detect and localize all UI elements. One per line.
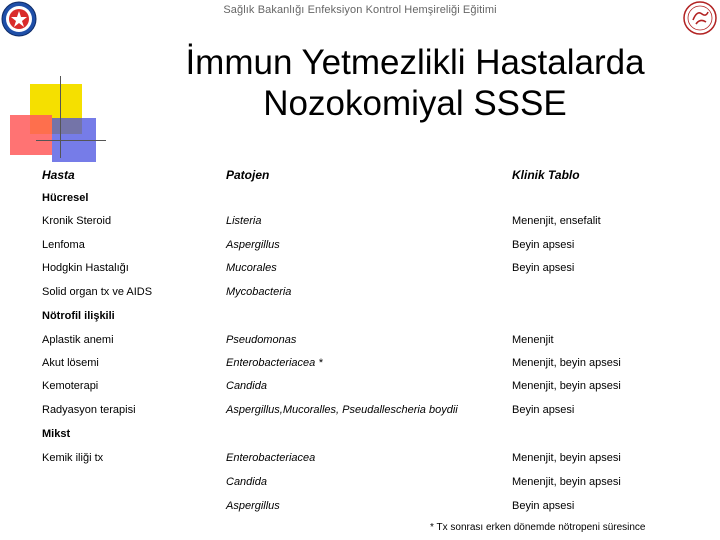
cell-patojen: Pseudomonas bbox=[226, 334, 297, 346]
cell-hasta: Aplastik anemi bbox=[42, 334, 114, 346]
decor-vertical-line bbox=[60, 76, 61, 158]
cell-hasta: Solid organ tx ve AIDS bbox=[42, 286, 153, 298]
cell-patojen: Candida bbox=[226, 380, 267, 392]
cell-hasta: Lenfoma bbox=[42, 239, 85, 251]
cell-hasta: Hodgkin Hastalığı bbox=[42, 262, 129, 274]
ministry-of-health-seal-icon bbox=[1, 1, 37, 37]
cell-klinik: Beyin apsesi bbox=[512, 262, 575, 274]
group-label-mikst: Mikst bbox=[42, 428, 71, 440]
cell-klinik: Beyin apsesi bbox=[512, 239, 575, 251]
cell-hasta: Kronik Steroid bbox=[42, 215, 112, 227]
decor-horizontal-line bbox=[36, 140, 106, 141]
cell-klinik: Menenjit, beyin apsesi bbox=[512, 476, 621, 488]
page-title bbox=[120, 42, 710, 124]
column-header-patojen: Patojen bbox=[226, 168, 270, 182]
cell-hasta: Radyasyon terapisi bbox=[42, 404, 136, 416]
group-label-notrofil: Nötrofil ilişkili bbox=[42, 310, 115, 322]
cell-patojen: Aspergillus bbox=[226, 239, 280, 251]
cell-klinik: Menenjit bbox=[512, 334, 554, 346]
cell-patojen: Enterobacteriacea bbox=[226, 452, 316, 464]
footnote: * Tx sonrası erken dönemde nötropeni süresince bbox=[430, 522, 646, 533]
decor-red-square bbox=[10, 115, 52, 155]
cell-klinik: Beyin apsesi bbox=[512, 500, 575, 512]
title-line-1: İmmun Yetmezlikli Hastalarda bbox=[185, 43, 645, 82]
cell-patojen: Listeria bbox=[226, 215, 262, 227]
cell-klinik: Menenjit, ensefalit bbox=[512, 215, 601, 227]
cell-hasta: Kemoterapi bbox=[42, 380, 99, 392]
cell-klinik: Beyin apsesi bbox=[512, 404, 575, 416]
cell-patojen: Aspergillus,Mucoralles, Pseudallescheria boydii bbox=[226, 404, 458, 416]
column-header-klinik: Klinik Tablo bbox=[512, 168, 580, 182]
cell-klinik: Menenjit, beyin apsesi bbox=[512, 452, 621, 464]
column-header-hasta: Hasta bbox=[42, 168, 75, 182]
cell-hasta: Akut lösemi bbox=[42, 357, 99, 369]
cell-klinik: Menenjit, beyin apsesi bbox=[512, 357, 621, 369]
cell-patojen: Candida bbox=[226, 476, 267, 488]
cell-hasta: Kemik iliği tx bbox=[42, 452, 104, 464]
title-line-2: Nozokomiyal SSSE bbox=[263, 84, 567, 123]
cell-klinik: Menenjit, beyin apsesi bbox=[512, 380, 621, 392]
cell-patojen: Enterobacteriacea * bbox=[226, 357, 323, 369]
header-text: Sağlık Bakanlığı Enfeksiyon Kontrol Hemşireliği Eğitimi bbox=[223, 4, 497, 16]
cell-patojen: Aspergillus bbox=[226, 500, 280, 512]
cell-patojen: Mucorales bbox=[226, 262, 277, 274]
group-label-hucresel: Hücresel bbox=[42, 192, 89, 204]
cell-patojen: Mycobacteria bbox=[226, 286, 292, 298]
nurses-emblem-icon bbox=[682, 0, 718, 36]
